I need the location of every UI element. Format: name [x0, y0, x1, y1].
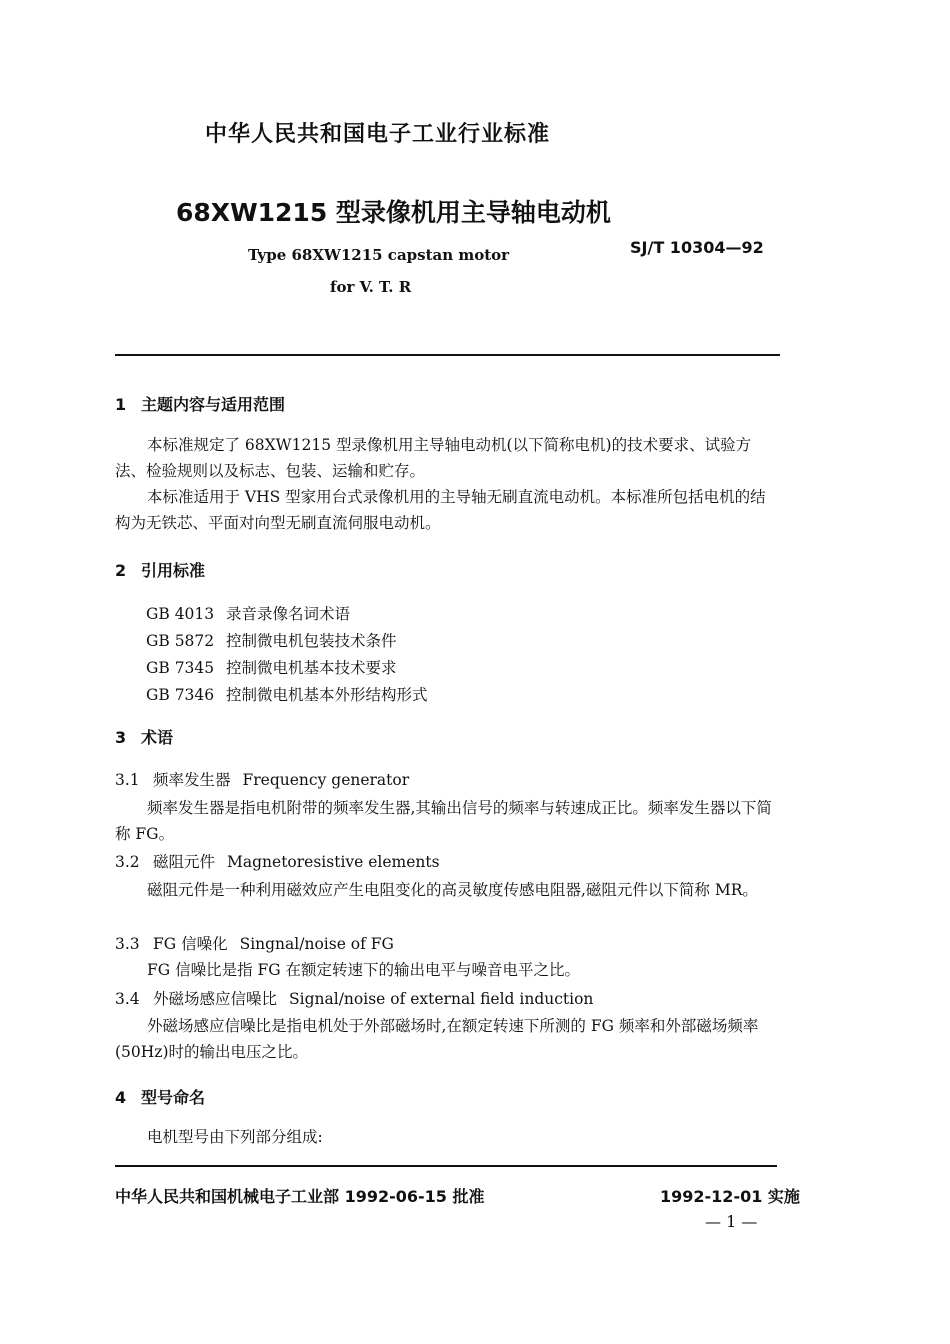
reference-name: 控制微电机基本外形结构形式: [226, 686, 428, 704]
standard-code: SJ/T 10304—92: [630, 238, 764, 257]
section-1-heading: [115, 392, 285, 415]
section-number: 3: [115, 728, 127, 747]
reference-code: GB 5872: [146, 632, 215, 650]
footer-divider: [115, 1165, 777, 1167]
section-1-paragraph-1: 本标准规定了 68XW1215 型录像机用主导轴电动机(以下简称电机)的技术要求、试验方法、检验规则以及标志、包装、运输和贮存。: [115, 436, 752, 480]
term-heading: [115, 932, 394, 954]
term-heading: [115, 850, 440, 872]
section-title: 引用标准: [141, 561, 206, 580]
term-number: 3.4: [115, 990, 140, 1008]
term-en: Frequency generator: [242, 771, 410, 789]
term-definition: 外磁场感应信噪比是指电机处于外部磁场时,在额定转速下所测的 FG 频率和外部磁场频率(50Hz)时的输出电压之比。: [115, 1017, 759, 1061]
approval-line: 中华人民共和国机械电子工业部 1992-06-15 批准: [115, 1187, 485, 1206]
section-2-heading: [115, 558, 205, 581]
reference-name: 录音录像名词术语: [226, 605, 351, 623]
reference-code: GB 7346: [146, 686, 215, 704]
reference-name: 控制微电机基本技术要求: [226, 659, 397, 677]
reference-name: 控制微电机包装技术条件: [226, 632, 397, 650]
term-number: 3.3: [115, 935, 140, 953]
section-title: 术语: [141, 728, 174, 747]
reference-code: GB 7345: [146, 659, 215, 677]
reference-item: [146, 602, 350, 624]
reference-item: [146, 629, 397, 651]
term-en: Singnal/noise of FG: [239, 935, 394, 953]
term-number: 3.2: [115, 853, 140, 871]
term-cn: 磁阻元件: [153, 853, 216, 871]
term-heading: [115, 768, 409, 790]
section-3-heading: [115, 725, 173, 748]
section-number: 4: [115, 1088, 127, 1107]
standard-category: 中华人民共和国电子工业行业标准: [205, 122, 551, 147]
reference-code: GB 4013: [146, 605, 215, 623]
reference-item: [146, 656, 397, 678]
term-definition: 磁阻元件是一种利用磁效应产生电阻变化的高灵敏度传感电阻器,磁阻元件以下简称 MR。: [147, 881, 758, 899]
header-divider: [115, 354, 780, 356]
section-title: 型号命名: [141, 1088, 206, 1107]
section-4-heading: [115, 1085, 205, 1108]
document-title-cn: 68XW1215 型录像机用主导轴电动机: [176, 198, 611, 227]
term-en: Magnetoresistive elements: [227, 853, 440, 871]
section-number: 2: [115, 561, 127, 580]
document-title-en-line1: Type 68XW1215 capstan motor: [248, 246, 510, 264]
section-number: 1: [115, 395, 127, 414]
term-cn: 频率发生器: [153, 771, 231, 789]
section-1-paragraph-2: 本标准适用于 VHS 型家用台式录像机用的主导轴无刷直流电动机。本标准所包括电机的结构为无铁芯、平面对向型无刷直流伺服电动机。: [115, 488, 766, 532]
reference-item: [146, 683, 428, 705]
term-definition: 频率发生器是指电机附带的频率发生器,其输出信号的频率与转速成正比。频率发生器以下简称 FG。: [115, 799, 772, 843]
term-cn: FG 信噪化: [153, 935, 228, 953]
term-heading: [115, 987, 593, 1009]
term-definition: FG 信噪比是指 FG 在额定转速下的输出电平与噪音电平之比。: [147, 961, 581, 979]
section-4-paragraph-1: 电机型号由下列部分组成:: [147, 1128, 323, 1146]
term-cn: 外磁场感应信噪比: [153, 990, 278, 1008]
effective-date: 1992-12-01 实施: [660, 1187, 800, 1206]
term-number: 3.1: [115, 771, 140, 789]
term-en: Signal/noise of external field induction: [289, 990, 594, 1008]
page-number: — 1 —: [705, 1212, 758, 1231]
section-title: 主题内容与适用范围: [141, 395, 286, 414]
document-title-en-line2: for V. T. R: [330, 278, 412, 296]
